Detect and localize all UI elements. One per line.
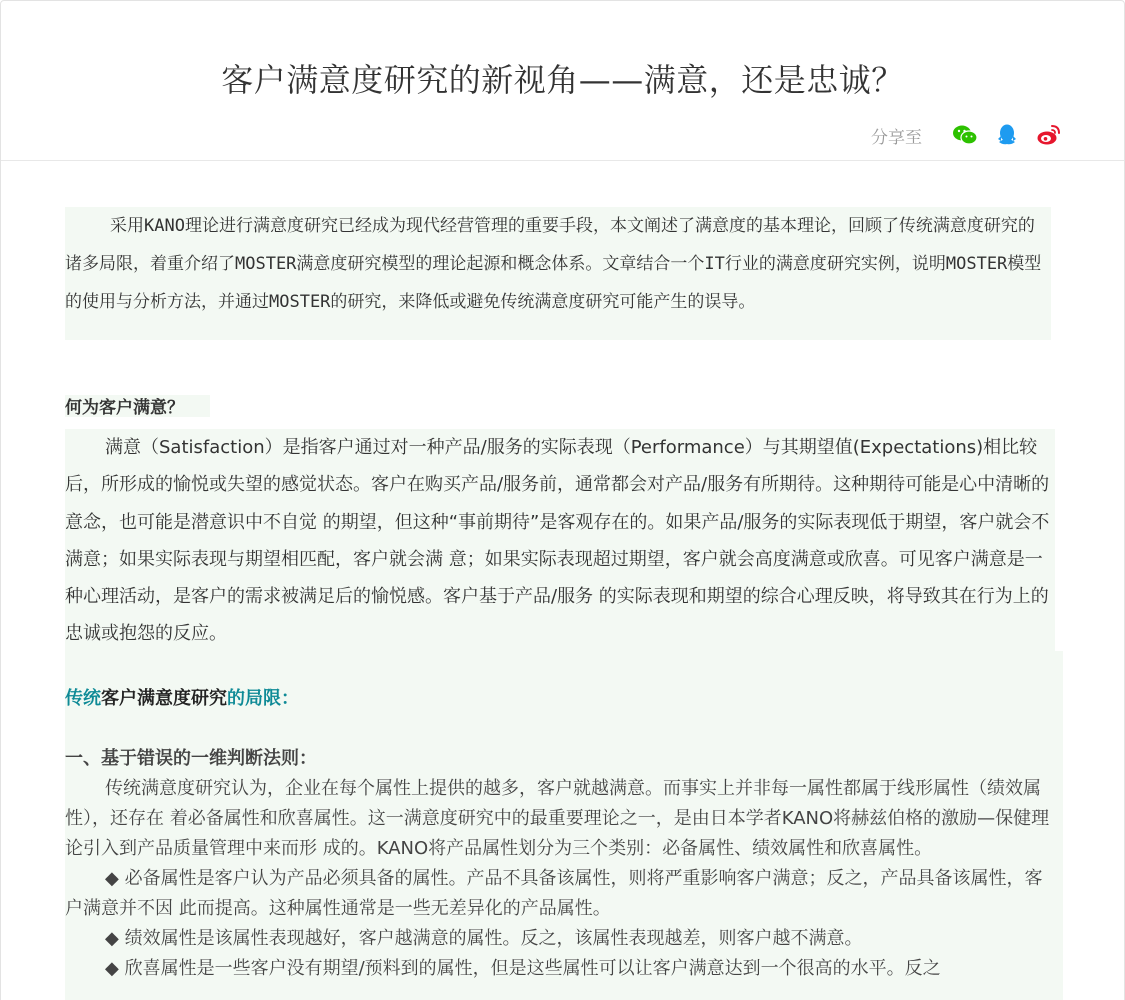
qq-icon[interactable] <box>994 122 1020 148</box>
abstract-text: 采用KANO理论进行满意度研究已经成为现代经营管理的重要手段，本文阐述了满意度的基本理论，回顾了传统满意度研究的诸多局限，着重介绍了MOSTER满意度研究模型的理论起源和概念体系。文章结合一个IT行业的满意度研究实例，说明MOSTER模型的使用与分析方法，并通过MOSTER的研究，来降低或避免传统满意度研究可能产生的误导。 <box>65 216 1042 312</box>
weibo-icon[interactable] <box>1036 122 1062 148</box>
satisfaction-block <box>65 429 1055 653</box>
abstract-block <box>65 207 1051 340</box>
section-heading-limits: 传统客户满意度研究的局限： <box>65 688 299 709</box>
rule-heading: 一、基于错误的一维判断法则： <box>65 748 317 769</box>
bullet-item: ◆ 欣喜属性是一些客户没有期望/预料到的属性，但是这些属性可以让客户满意达到一个很高的水平。反之 <box>105 958 941 979</box>
page-title: 客户满意度研究的新视角——满意，还是忠诚？ <box>221 61 904 99</box>
bullet-item: ◆ 绩效属性是该属性表现越好，客户越满意的属性。反之，该属性表现越差，则客户越不满意。 <box>105 928 863 949</box>
limits-paragraph: 传统满意度研究认为，企业在每个属性上提供的越多，客户就越满意。而事实上并非每一属性都属于线形属性（绩效属性），还存在 着必备属性和欣喜属性。这一满意度研究中的最重要理论之一，是由日本学者KANO将赫兹伯格的激励—保健理论引入到产品质量管理中来而形 成的。KANO将产品属性划分为三个类别：必备属性、绩效属性和欣喜属性。 <box>65 778 1050 859</box>
limits-body <box>65 774 1055 984</box>
wechat-icon[interactable] <box>952 122 978 148</box>
section-heading-satisfaction: 何为客户满意？ <box>65 395 210 417</box>
share-bar <box>871 122 1062 148</box>
bullet-item: ◆ 必备属性是客户认为产品必须具备的属性。产品不具备该属性，则将严重影响客户满意；反之，产品具备该属性，客户满意并不因 此而提高。这种属性通常是一些无差异化的产品属性。 <box>65 868 1043 919</box>
limits-block <box>65 651 1063 1000</box>
share-label: 分享至 <box>871 127 922 148</box>
satisfaction-text: 满意（Satisfaction）是指客户通过对一种产品/服务的实际表现（Performance）与其期望值(Expectations)相比较后，所形成的愉悦或失望的感觉状态。客户在购买产品/服务前，通常都会对产品/服务有所期待。这种期待可能是心中清晰的意念，也可能是潜意识中不自觉 的期望，但这种“事前期待”是客观存在的。如果产品/服务的实际表现低于期望，客户就会不满意；如果实际表现与期望相匹配，客户就会满 意；如果实际表现超过期望，客户就会高度满意或欣喜。可见客户满意是一种心理活动，是客户的需求被满足后的愉悦感。客户基于产品/服务 的实际表现和期望的综合心理反映，将导致其在行为上的忠诚或抱怨的反应。 <box>65 437 1050 645</box>
article-header <box>1 1 1124 161</box>
